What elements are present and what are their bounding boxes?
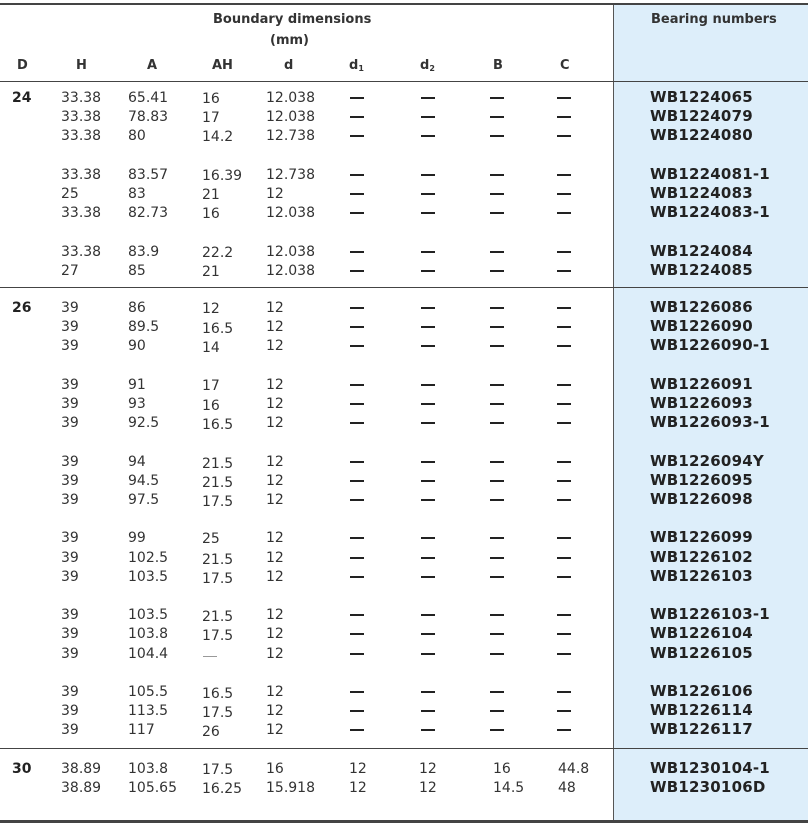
cell-A: 99 — [128, 530, 146, 547]
cell-AH: 17 — [202, 377, 220, 394]
cell-AH: 16 — [202, 91, 220, 107]
cell-B-empty — [490, 557, 504, 559]
cell-AH: 16.5 — [202, 321, 234, 338]
col-header-C: C — [560, 58, 570, 73]
cell-A: 105.65 — [128, 780, 177, 797]
cell-A: 83 — [128, 186, 146, 202]
cell-d2-empty — [421, 270, 435, 272]
cell-B-empty — [490, 576, 504, 578]
col-header-H: H — [76, 58, 87, 73]
cell-d1-empty — [350, 326, 364, 328]
cell-AH: 21.5 — [202, 609, 234, 626]
cell-AH: 21.5 — [202, 551, 234, 568]
cell-AH: 12 — [202, 301, 220, 317]
cell-AH: 16.39 — [202, 167, 243, 184]
cell-d: 12 — [266, 684, 284, 700]
cell-d1-empty — [350, 270, 364, 272]
cell-d2-empty — [421, 403, 435, 405]
cell-d1: 12 — [349, 761, 367, 777]
cell-B-empty — [490, 193, 504, 195]
cell-A: 103.8 — [128, 626, 169, 643]
cell-AH: 14.2 — [202, 129, 234, 146]
cell-d2-empty — [421, 633, 435, 635]
bearing-number: WB1226102 — [650, 547, 753, 566]
cell-B-empty — [490, 135, 504, 137]
bearing-number: WB1226114 — [650, 701, 753, 720]
header-rule — [0, 81, 808, 82]
cell-d2-empty — [421, 174, 435, 176]
cell-d: 15.918 — [266, 780, 315, 797]
cell-C-empty — [557, 193, 571, 195]
cell-B: 14.5 — [493, 780, 525, 797]
cell-H: 39 — [61, 684, 79, 700]
cell-d: 12.038 — [266, 243, 315, 260]
bearing-numbers-header: Bearing numbers — [651, 12, 777, 27]
cell-B-empty — [490, 480, 504, 482]
cell-d: 12 — [266, 568, 284, 585]
cell-H: 39 — [61, 338, 79, 355]
cell-A: 92.5 — [128, 415, 160, 432]
col-header-A: A — [147, 58, 158, 73]
bearing-number: WB1226094Y — [650, 451, 764, 470]
bearing-number: WB1226117 — [650, 720, 753, 739]
cell-C-empty — [557, 174, 571, 176]
cell-B-empty — [490, 653, 504, 655]
col-header-d2: $d_2$ — [420, 58, 435, 73]
boundary-dimensions-title: Boundary dimensions — [213, 12, 372, 27]
cell-d2-empty — [421, 345, 435, 347]
cell-H: 39 — [61, 722, 79, 739]
bearing-number: WB1230104-1 — [650, 759, 770, 777]
cell-C: 48 — [558, 780, 576, 797]
cell-A: 97.5 — [128, 492, 160, 508]
cell-B-empty — [490, 537, 504, 539]
cell-H: 25 — [61, 186, 79, 202]
cell-C-empty — [557, 345, 571, 347]
cell-B-empty — [490, 326, 504, 328]
cell-AH: 25 — [202, 531, 220, 548]
cell-d2-empty — [421, 384, 435, 386]
cell-AH: 16.25 — [202, 781, 243, 798]
cell-d: 12 — [266, 396, 284, 412]
cell-A: 80 — [128, 128, 146, 145]
group-D-value: 26 — [12, 300, 32, 316]
cell-AH: 16.5 — [202, 686, 234, 702]
group-divider — [0, 287, 808, 288]
cell-d2-empty — [421, 422, 435, 424]
cell-d2-empty — [421, 729, 435, 731]
bearing-number: WB1224083 — [650, 184, 753, 202]
cell-C-empty — [557, 97, 571, 99]
cell-d1-empty — [350, 480, 364, 482]
cell-C-empty — [557, 691, 571, 693]
cell-d: 12 — [266, 415, 284, 432]
cell-AH: 17.5 — [202, 570, 234, 587]
cell-d1-empty — [350, 116, 364, 118]
cell-H: 38.89 — [61, 761, 102, 777]
cell-d: 12 — [266, 722, 284, 739]
cell-B-empty — [490, 499, 504, 501]
cell-B-empty — [490, 403, 504, 405]
cell-d: 12 — [266, 607, 284, 624]
cell-d1-empty — [350, 461, 364, 463]
cell-C-empty — [557, 729, 571, 731]
cell-H: 33.38 — [61, 128, 102, 145]
cell-d1-empty — [350, 345, 364, 347]
cell-C-empty — [557, 422, 571, 424]
cell-d1-empty — [350, 729, 364, 731]
cell-AH: 17.5 — [202, 494, 234, 510]
cell-d: 12 — [266, 645, 284, 662]
cell-B-empty — [490, 270, 504, 272]
cell-H: 39 — [61, 396, 79, 412]
cell-AH: 22.2 — [202, 244, 234, 261]
cell-H: 39 — [61, 607, 79, 624]
col-header-AH: AH — [212, 58, 233, 73]
cell-H: 38.89 — [61, 780, 102, 797]
cell-d2-empty — [421, 461, 435, 463]
cell-d1-empty — [350, 710, 364, 712]
cell-C-empty — [557, 614, 571, 616]
col-header-d1: $d_1$ — [349, 58, 364, 73]
bearing-number: WB1230106D — [650, 778, 766, 797]
cell-d2-empty — [421, 135, 435, 137]
cell-AH: 21 — [202, 263, 220, 280]
cell-d2: 12 — [419, 780, 437, 797]
cell-d2-empty — [421, 307, 435, 309]
cell-d: 12 — [266, 492, 284, 508]
table-top-rule — [0, 3, 808, 5]
cell-A: 91 — [128, 376, 146, 393]
cell-H: 39 — [61, 472, 79, 489]
bearing-number: WB1224080 — [650, 126, 753, 145]
col-header-d: d — [284, 58, 294, 73]
cell-H: 39 — [61, 300, 79, 316]
cell-d1-empty — [350, 307, 364, 309]
bearing-number: WB1224081-1 — [650, 164, 770, 183]
cell-d1-empty — [350, 193, 364, 195]
cell-AH: 21 — [202, 187, 220, 203]
cell-A: 78.83 — [128, 109, 169, 126]
cell-d1-empty — [350, 97, 364, 99]
cell-d: 12 — [266, 300, 284, 316]
cell-d: 12 — [266, 319, 284, 336]
bearing-number: WB1226099 — [650, 528, 753, 547]
cell-H: 33.38 — [61, 166, 102, 183]
cell-B-empty — [490, 251, 504, 253]
bearing-number: WB1224079 — [650, 107, 753, 126]
cell-C-empty — [557, 499, 571, 501]
cell-A: 89.5 — [128, 319, 160, 336]
group-divider — [0, 748, 808, 749]
cell-d1-empty — [350, 251, 364, 253]
bearing-number: WB1226090 — [650, 317, 753, 336]
cell-d: 16 — [266, 761, 284, 777]
cell-d: 12 — [266, 376, 284, 393]
cell-C-empty — [557, 384, 571, 386]
cell-H: 27 — [61, 262, 79, 279]
cell-C-empty — [557, 251, 571, 253]
cell-AH: 14 — [202, 340, 220, 357]
cell-A: 103.8 — [128, 761, 169, 777]
cell-B-empty — [490, 97, 504, 99]
cell-AH: 17.5 — [202, 762, 234, 778]
cell-d: 12 — [266, 186, 284, 202]
cell-A: 83.9 — [128, 243, 160, 260]
bearing-number: WB1226093-1 — [650, 413, 770, 432]
cell-B-empty — [490, 691, 504, 693]
cell-d: 12.038 — [266, 90, 315, 106]
bearing-number: WB1226103-1 — [650, 605, 770, 624]
cell-AH: 21.5 — [202, 455, 234, 472]
cell-C-empty — [557, 270, 571, 272]
cell-d1-empty — [350, 499, 364, 501]
cell-A: 94.5 — [128, 472, 160, 489]
cell-AH: 21.5 — [202, 474, 234, 491]
cell-H: 39 — [61, 626, 79, 643]
cell-d: 12.738 — [266, 128, 315, 145]
cell-AH: 17.5 — [202, 705, 234, 722]
cell-H: 33.38 — [61, 90, 102, 106]
cell-C-empty — [557, 710, 571, 712]
cell-AH: 16 — [202, 206, 220, 223]
column-separator — [613, 4, 614, 822]
bearing-number: WB1226104 — [650, 624, 753, 643]
cell-d: 12.038 — [266, 262, 315, 279]
cell-d1-empty — [350, 614, 364, 616]
cell-A: 83.57 — [128, 166, 169, 183]
boundary-dimensions-unit: (mm) — [270, 33, 309, 48]
cell-d2-empty — [421, 193, 435, 195]
cell-H: 39 — [61, 415, 79, 432]
bearing-number: WB1224083-1 — [650, 203, 770, 222]
cell-H: 39 — [61, 703, 79, 720]
cell-A: 105.5 — [128, 684, 169, 700]
cell-d1-empty — [350, 653, 364, 655]
bearing-number: WB1226106 — [650, 682, 753, 700]
cell-d: 12 — [266, 549, 284, 566]
cell-H: 39 — [61, 376, 79, 393]
cell-B-empty — [490, 710, 504, 712]
cell-d2-empty — [421, 116, 435, 118]
cell-B-empty — [490, 729, 504, 731]
cell-d: 12 — [266, 453, 284, 470]
cell-A: 103.5 — [128, 568, 169, 585]
cell-B-empty — [490, 614, 504, 616]
cell-A: 113.5 — [128, 703, 169, 720]
cell-d2-empty — [421, 212, 435, 214]
bearing-number: WB1224085 — [650, 260, 753, 279]
cell-C-empty — [557, 403, 571, 405]
cell-d1-empty — [350, 174, 364, 176]
cell-A: 117 — [128, 722, 155, 739]
cell-A: 94 — [128, 453, 146, 470]
bearing-number: WB1226098 — [650, 490, 753, 508]
cell-H: 39 — [61, 568, 79, 585]
cell-d2-empty — [421, 251, 435, 253]
cell-d1-empty — [350, 212, 364, 214]
cell-d: 12 — [266, 530, 284, 547]
cell-H: 39 — [61, 492, 79, 508]
cell-d: 12 — [266, 703, 284, 720]
cell-H: 39 — [61, 453, 79, 470]
cell-A: 86 — [128, 300, 146, 316]
cell-B-empty — [490, 345, 504, 347]
cell-AH: 17 — [202, 110, 220, 127]
cell-d2-empty — [421, 614, 435, 616]
bearing-number: WB1226091 — [650, 374, 753, 393]
cell-d2-empty — [421, 499, 435, 501]
cell-d2-empty — [421, 710, 435, 712]
cell-H: 39 — [61, 645, 79, 662]
bearing-number: WB1226086 — [650, 298, 753, 316]
cell-C-empty — [557, 480, 571, 482]
cell-B-empty — [490, 307, 504, 309]
cell-B-empty — [490, 461, 504, 463]
cell-A: 65.41 — [128, 90, 169, 106]
cell-d1-empty — [350, 633, 364, 635]
group-D-value: 24 — [12, 90, 32, 106]
cell-B: 16 — [493, 761, 511, 777]
cell-C-empty — [557, 576, 571, 578]
cell-B-empty — [490, 174, 504, 176]
cell-C-empty — [557, 212, 571, 214]
cell-d2-empty — [421, 576, 435, 578]
cell-C-empty — [557, 633, 571, 635]
cell-d: 12 — [266, 472, 284, 489]
cell-d1-empty — [350, 422, 364, 424]
cell-A: 103.5 — [128, 607, 169, 624]
cell-B-empty — [490, 384, 504, 386]
cell-AH: 26 — [202, 724, 220, 741]
cell-d1-empty — [350, 135, 364, 137]
cell-B-empty — [490, 212, 504, 214]
cell-d2-empty — [421, 557, 435, 559]
cell-d2-empty — [421, 326, 435, 328]
cell-AH: 16.5 — [202, 417, 234, 434]
cell-A: 104.4 — [128, 645, 169, 662]
cell-d1-empty — [350, 384, 364, 386]
col-header-D: D — [17, 58, 28, 73]
table-bottom-rule — [0, 820, 808, 823]
cell-C: 44.8 — [558, 761, 590, 777]
cell-B-empty — [490, 116, 504, 118]
cell-d2-empty — [421, 537, 435, 539]
cell-C-empty — [557, 307, 571, 309]
cell-d: 12 — [266, 626, 284, 643]
bearing-number: WB1226105 — [650, 643, 753, 662]
cell-d: 12.738 — [266, 166, 315, 183]
cell-d: 12 — [266, 338, 284, 355]
bearing-number: WB1226093 — [650, 394, 753, 412]
cell-AH: 16 — [202, 398, 220, 414]
cell-d2-empty — [421, 691, 435, 693]
bearing-number: WB1224084 — [650, 241, 753, 260]
cell-H: 39 — [61, 549, 79, 566]
cell-H: 33.38 — [61, 243, 102, 260]
cell-C-empty — [557, 461, 571, 463]
col-header-B: B — [493, 58, 503, 73]
cell-A: 93 — [128, 396, 146, 412]
cell-d2-empty — [421, 97, 435, 99]
cell-d1-empty — [350, 691, 364, 693]
cell-AH: 17.5 — [202, 628, 234, 645]
cell-C-empty — [557, 653, 571, 655]
cell-A: 85 — [128, 262, 146, 279]
bearing-number: WB1226095 — [650, 470, 753, 489]
cell-H: 39 — [61, 530, 79, 547]
cell-C-empty — [557, 557, 571, 559]
bearing-number: WB1224065 — [650, 88, 753, 106]
cell-C-empty — [557, 135, 571, 137]
cell-d: 12.038 — [266, 109, 315, 126]
cell-AH-empty — [203, 656, 217, 657]
cell-C-empty — [557, 326, 571, 328]
cell-C-empty — [557, 537, 571, 539]
cell-d1-empty — [350, 537, 364, 539]
bearing-number: WB1226103 — [650, 566, 753, 585]
cell-d2-empty — [421, 480, 435, 482]
cell-d2-empty — [421, 653, 435, 655]
cell-A: 82.73 — [128, 205, 169, 222]
cell-H: 33.38 — [61, 109, 102, 126]
cell-d1-empty — [350, 557, 364, 559]
cell-d1-empty — [350, 403, 364, 405]
cell-C-empty — [557, 116, 571, 118]
cell-A: 102.5 — [128, 549, 169, 566]
bearing-number: WB1226090-1 — [650, 336, 770, 355]
cell-d1: 12 — [349, 780, 367, 797]
cell-B-empty — [490, 633, 504, 635]
cell-d1-empty — [350, 576, 364, 578]
cell-A: 90 — [128, 338, 146, 355]
cell-d: 12.038 — [266, 205, 315, 222]
cell-B-empty — [490, 422, 504, 424]
cell-H: 33.38 — [61, 205, 102, 222]
group-D-value: 30 — [12, 761, 32, 777]
cell-H: 39 — [61, 319, 79, 336]
cell-d2: 12 — [419, 761, 437, 777]
